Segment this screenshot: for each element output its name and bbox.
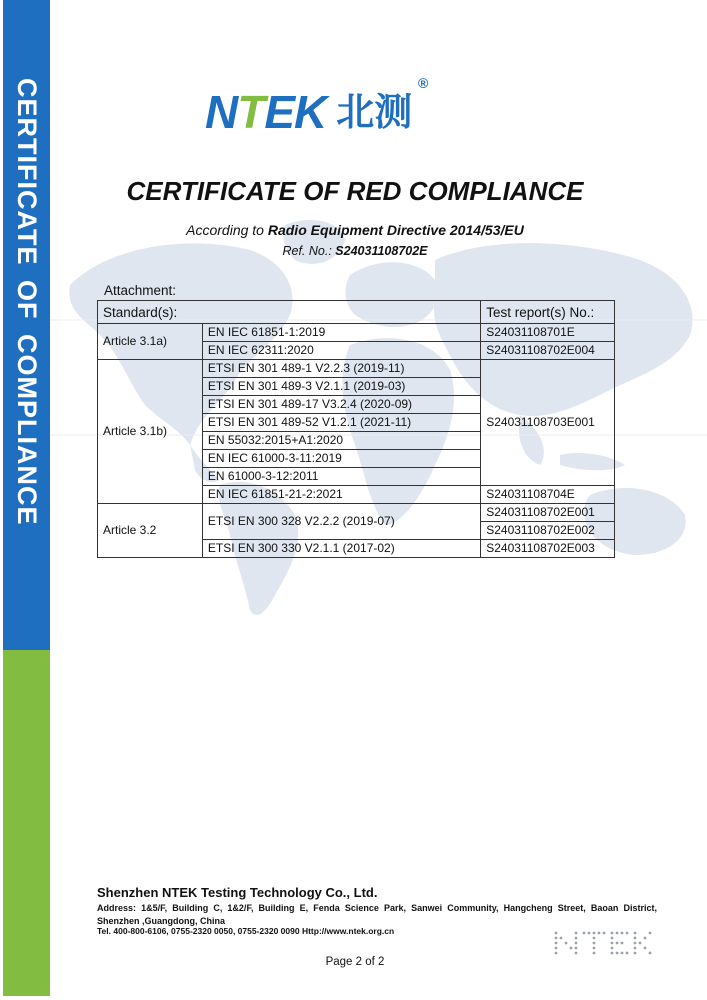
ref-number-line [200, 244, 510, 258]
standard-cell: ETSI EN 300 330 V2.1.1 (2017-02) [202, 540, 480, 558]
standard-cell: ETSI EN 301 489-52 V1.2.1 (2021-11) [202, 414, 480, 432]
certificate-title: CERTIFICATE OF RED COMPLIANCE [126, 176, 584, 206]
header-standards: Standard(s): [98, 301, 481, 324]
report-cell: S24031108702E002 [481, 522, 615, 540]
standard-cell: ETSI EN 300 328 V2.2.2 (2019-07) [202, 504, 480, 540]
standard-cell: ETSI EN 301 489-3 V2.1.1 (2019-03) [202, 378, 480, 396]
article-3-1a-label: Article 3.1a) [98, 324, 203, 360]
logo-brand-cn: 北测 [336, 90, 413, 134]
report-cell: S24031108702E004 [481, 342, 615, 360]
table-row [98, 504, 615, 522]
standard-cell: EN IEC 61851-1:2019 [202, 324, 480, 342]
article-3-2-label: Article 3.2 [98, 504, 203, 558]
standard-cell: EN 61000-3-12:2011 [202, 468, 480, 486]
footer-contact: Tel. 400-800-6106, 0755-2320 0050, 0755-2320 0090 Http://www.ntek.org.cn [97, 926, 395, 936]
standard-cell: EN IEC 62311:2020 [202, 342, 480, 360]
sidebar-green-band [3, 650, 50, 996]
report-cell: S24031108701E [481, 324, 615, 342]
report-cell: S24031108702E001 [481, 504, 615, 522]
ntek-dot-logo [552, 928, 662, 958]
logo-brand-text: NTEK [205, 86, 327, 138]
sidebar-title: CERTIFICATE OF COMPLIANCE [12, 78, 42, 526]
standard-cell: ETSI EN 301 489-1 V2.2.3 (2019-11) [202, 360, 480, 378]
directive-name: Radio Equipment Directive 2014/53/EU [267, 222, 524, 238]
directive-line [120, 222, 590, 238]
report-cell: S24031108704E [481, 486, 615, 504]
table-row [98, 324, 615, 342]
according-prefix: According to [186, 222, 264, 238]
report-cell: S24031108702E003 [481, 540, 615, 558]
standard-cell: ETSI EN 301 489-17 V3.2.4 (2020-09) [202, 396, 480, 414]
ref-prefix: Ref. No.: [282, 244, 332, 258]
attachment-label: Attachment: [104, 283, 177, 298]
registered-mark: ® [417, 75, 429, 91]
standards-table [97, 300, 615, 558]
report-cell: S24031108703E001 [481, 360, 615, 486]
header-reports: Test report(s) No.: [481, 301, 615, 324]
page-number: Page 2 of 2 [325, 956, 385, 968]
standard-cell: EN 55032:2015+A1:2020 [202, 432, 480, 450]
standard-cell: EN IEC 61000-3-11:2019 [202, 450, 480, 468]
footer-company: Shenzhen NTEK Testing Technology Co., Ltd. [97, 885, 378, 900]
article-3-1b-label: Article 3.1b) [98, 360, 203, 504]
table-header-row [98, 301, 615, 324]
standard-cell: EN IEC 61851-21-2:2021 [202, 486, 480, 504]
footer-address: Address: 1&5/F, Building C, 1&2/F, Building E, Fenda Science Park, Sanwei Community, Hangcheng Street, Baoan District, Shenzhen ,Guangdong, China [97, 903, 657, 926]
ref-number: S24031108702E [335, 244, 428, 258]
ntek-logo [205, 75, 429, 138]
table-row [98, 360, 615, 378]
